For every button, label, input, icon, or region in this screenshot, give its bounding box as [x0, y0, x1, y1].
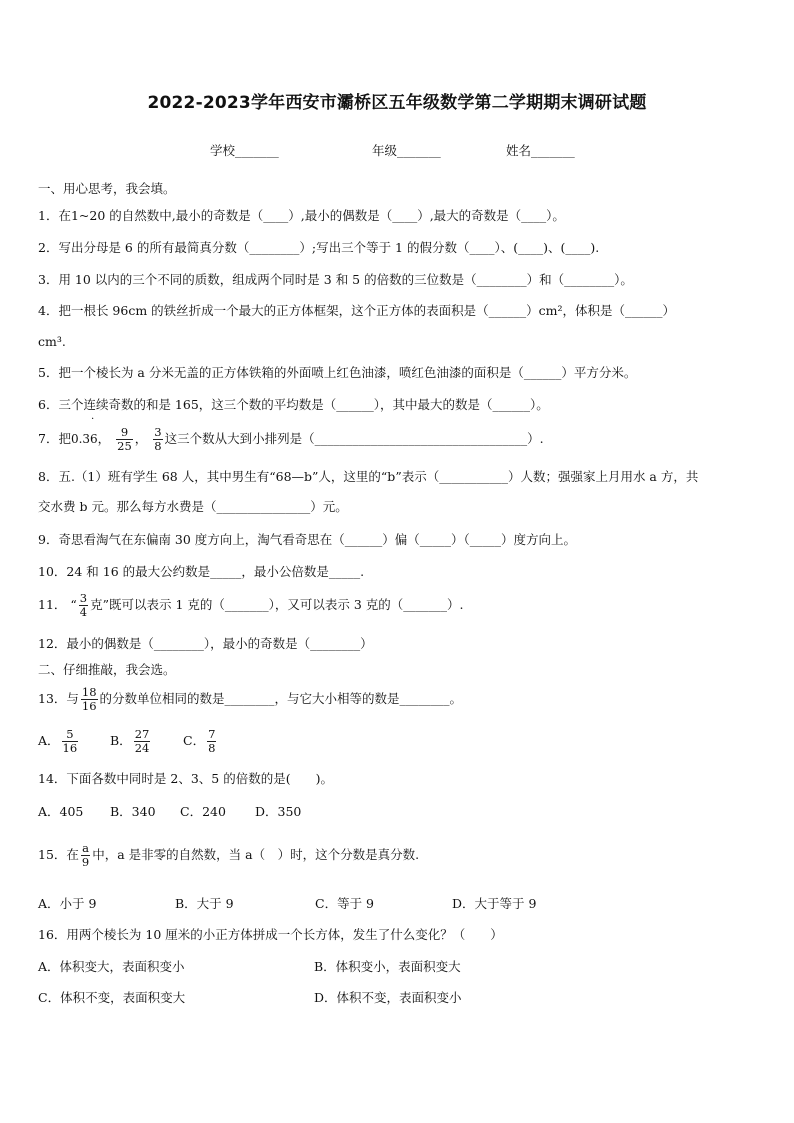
fraction-3-4 — [79, 592, 88, 619]
option-label: A． — [38, 733, 60, 748]
question-12: 12．最小的偶数是（________），最小的奇数是（________） — [38, 636, 373, 651]
question-1: 1．在1~20 的自然数中,最小的奇数是（____）,最小的偶数是（____）,最大的奇数是（____）。 — [38, 208, 565, 223]
option-label: C． — [183, 733, 206, 748]
repeating-decimal — [70, 416, 98, 454]
q7-prefix: 7．把 — [38, 431, 71, 446]
q15-prefix: 15．在 — [38, 847, 79, 862]
question-4-cont: cm³. — [38, 334, 66, 349]
q15-option-b: B．大于 9 — [175, 896, 234, 911]
question-6: 6．三个连续奇数的和是 165，这三个数的平均数是（______），其中最大的数是（______）。 — [38, 397, 549, 412]
numerator: 9 — [120, 425, 129, 439]
question-8: 8．五.（1）班有学生 68 人，其中男生有“68—b”人，这里的“b”表示（___________）人数；强强家上月用水 a 方，共 — [38, 469, 699, 484]
question-9: 9．奇思看淘气在东偏南 30 度方向上，淘气看奇思在（______）偏（_____）（_____）度方向上。 — [38, 532, 577, 547]
option-fraction — [134, 728, 151, 755]
q15-suffix: 中，a 是非零的自然数，当 a（ ）时，这个分数是真分数. — [92, 847, 420, 862]
q11-prefix: 11． “ — [38, 597, 77, 612]
q13-prefix: 13．与 — [38, 691, 79, 706]
q13-option-b — [110, 726, 152, 756]
question-7: 7．把0.36 ˙ ， $\frac{9}{25}$ ， $\frac{3}{8}$ 这三个数从大到小排列是（__________________________________）. — [38, 416, 544, 453]
q15-option-a: A．小于 9 — [38, 896, 97, 911]
q16-option-d: D．体积不变，表面积变小 — [314, 990, 462, 1005]
fraction-18-16 — [81, 686, 98, 713]
repeat-dot-icon: ˙ — [89, 416, 96, 430]
question-14: 14．下面各数中同时是 2、3、5 的倍数的是( )。 — [38, 771, 333, 786]
fraction-a-9 — [81, 842, 90, 869]
q13-suffix: 的分数单位相同的数是________，与它大小相等的数是________。 — [99, 691, 463, 706]
denominator: 24 — [134, 741, 150, 755]
denominator: 4 — [79, 605, 88, 619]
q13-option-a — [38, 726, 80, 756]
denominator: 16 — [81, 699, 97, 713]
numerator: 27 — [134, 727, 150, 741]
fraction-3-8 — [153, 426, 162, 453]
q13-option-c — [183, 726, 218, 756]
option-fraction — [207, 728, 216, 755]
numerator: 5 — [66, 727, 74, 741]
denominator: 9 — [81, 855, 90, 869]
q14-option-b: B．340 — [110, 804, 156, 819]
q14-option-a: A．405 — [38, 804, 84, 819]
page-title: 2022-2023学年西安市灞桥区五年级数学第二学期期末调研试题 — [147, 93, 647, 113]
q16-option-a: A．体积变大，表面积变小 — [38, 959, 185, 974]
section-heading-1: 一、用心思考，我会填。 — [38, 181, 176, 196]
denominator: 25 — [117, 439, 132, 453]
question-11 — [38, 590, 754, 620]
question-15 — [38, 840, 754, 870]
question-16: 16．用两个棱长为 10 厘米的小正方体拼成一个长方体，发生了什么变化？（ ） — [38, 927, 503, 942]
denominator: 16 — [62, 741, 78, 755]
numerator: 3 — [154, 425, 162, 439]
q14-option-c: C．240 — [180, 804, 226, 819]
question-2: 2．写出分母是 6 的所有最简真分数（________）;写出三个等于 1 的假分数（____）、(____)、(____). — [38, 240, 600, 255]
grade-field: 年级_______ — [372, 143, 441, 158]
question-5: 5．把一个棱长为 a 分米无盖的正方体铁箱的外面喷上红色油漆，喷红色油漆的面积是（______）平方分米。 — [38, 365, 637, 380]
q7-suffix: 这三个数从大到小排列是（__________________________________）. — [164, 431, 544, 446]
numerator: 18 — [81, 685, 97, 699]
numerator: 3 — [79, 591, 88, 605]
fraction-9-25 — [116, 426, 133, 453]
school-field: 学校_______ — [210, 143, 279, 158]
q14-option-d: D．350 — [255, 804, 302, 819]
numerator: 7 — [208, 727, 216, 741]
numerator: a — [82, 841, 89, 855]
question-10: 10．24 和 16 的最大公约数是_____，最小公倍数是_____. — [38, 564, 365, 579]
question-4: 4．把一根长 96cm 的铁丝折成一个最大的正方体框架，这个正方体的表面积是（______）cm²，体积是（______） — [38, 303, 676, 318]
q15-option-d: D．大于等于 9 — [452, 896, 537, 911]
q16-option-b: B．体积变小，表面积变大 — [314, 959, 461, 974]
question-13 — [38, 684, 754, 714]
denominator: 8 — [154, 439, 162, 453]
section-heading-2: 二、仔细推敲，我会选。 — [38, 662, 176, 677]
option-label: B． — [110, 733, 132, 748]
option-fraction — [62, 728, 79, 755]
denominator: 8 — [208, 741, 216, 755]
q16-option-c: C．体积不变，表面积变大 — [38, 990, 186, 1005]
name-field: 姓名_______ — [506, 143, 575, 158]
question-3: 3．用 10 以内的三个不同的质数，组成两个同时是 3 和 5 的倍数的三位数是（________）和（________）。 — [38, 272, 633, 287]
decimal-value: 0.36 — [70, 432, 98, 446]
question-8-cont: 交水费 b 元。那么每方水费是（_______________）元。 — [38, 499, 348, 514]
q11-suffix: 克”既可以表示 1 克的（_______），又可以表示 3 克的（_______）. — [90, 597, 464, 612]
q15-option-c: C．等于 9 — [315, 896, 374, 911]
